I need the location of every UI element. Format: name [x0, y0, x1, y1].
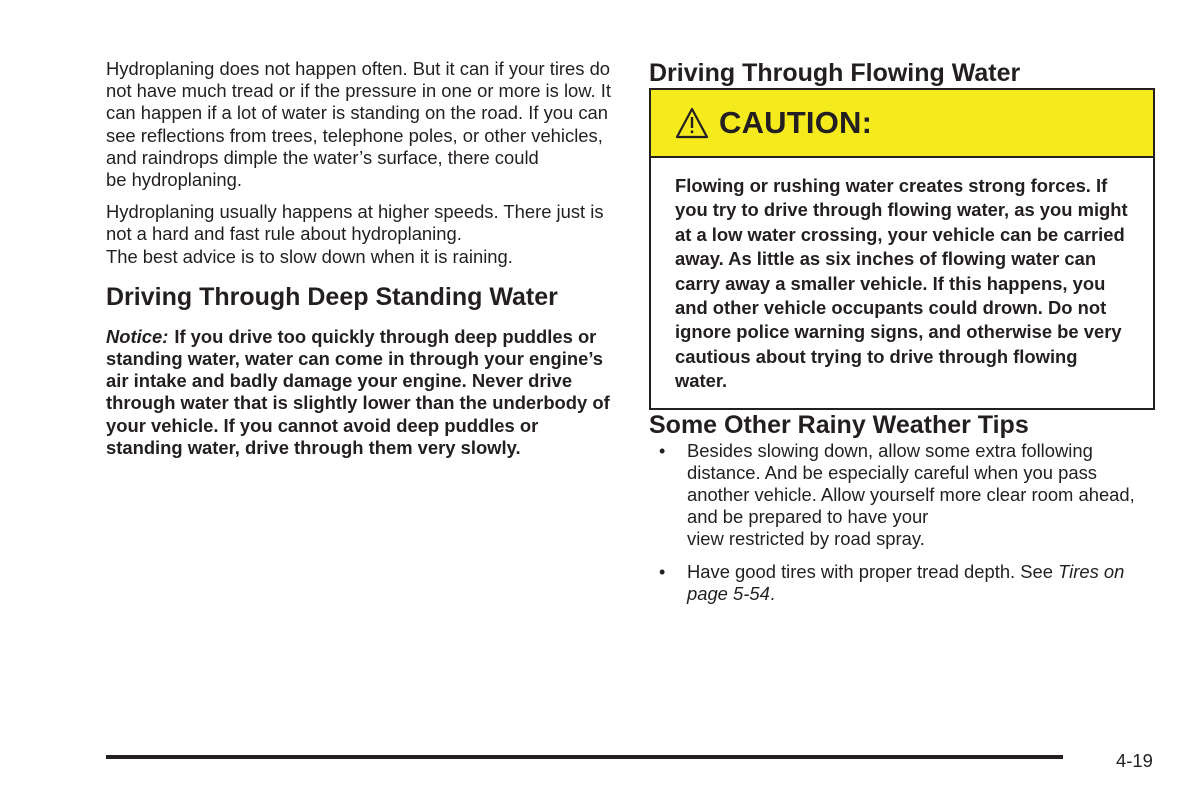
list-item: • Besides slowing down, allow some extra following distance. And be especially careful when you pass another vehicle. Allow yourself more clear room ahead, and be prepared to have your view restricted by road spray.: [659, 439, 1135, 550]
right-column: [649, 58, 1155, 615]
list-item: • Have good tires with proper tread depth. See Tires on page 5-54.: [659, 560, 1125, 604]
bullet: •: [659, 561, 666, 582]
caution-box: [649, 88, 1155, 410]
flowing-water-heading: Driving Through Flowing Water: [649, 59, 1021, 87]
caution-header: [651, 90, 1153, 158]
caution-title: CAUTION:: [719, 105, 873, 140]
notice-label: Notice:: [106, 325, 169, 347]
left-column: [106, 58, 618, 459]
notice-paragraph: [106, 326, 618, 459]
rainy-tips-heading: Some Other Rainy Weather Tips: [649, 410, 1029, 439]
tips-list: [649, 440, 1155, 605]
tires-page-link[interactable]: Tires on page 5-54: [687, 560, 1125, 604]
page-number: 4-19: [1116, 750, 1153, 771]
notice-text: If you drive too quickly through deep puddles or standing water, water can come in through your engine’s air intake and badly damage your engine. Never drive through water that is slightly lower than the underbody of your vehicle. If you cannot avoid deep puddles or standing water, drive through them very slowly.: [106, 325, 610, 458]
caution-text: Flowing or rushing water creates strong forces. If you try to drive through flowing water, as you might at a low water crossing, your vehicle can be carried away. As little as six inches of flowing water can carry away a smaller vehicle. If this happens, you and other vehicle occupants could drown. Do not ignore police warning signs, and otherwise be very cautious about trying to drive through flowing water.: [675, 175, 1128, 392]
bullet: •: [659, 440, 666, 461]
hydroplaning-paragraph-1: Hydroplaning does not happen often. But it can if your tires do not have much tread or if the pressure in one or more is low. It can happen if a lot of water is standing on the road. If you can see reflections from trees, telephone poles, or other vehicles, and raindrops dimple the water’s surface, there could be hydroplaning.: [106, 58, 611, 191]
hydroplaning-paragraph-2: Hydroplaning usually happens at higher speeds. There just is not a hard and fast rule about hydroplaning. The best advice is to slow down when it is raining.: [106, 201, 604, 267]
deep-water-heading: Driving Through Deep Standing Water: [106, 282, 558, 311]
footer-rule: [106, 755, 1063, 759]
warning-triangle-icon: [675, 107, 709, 139]
